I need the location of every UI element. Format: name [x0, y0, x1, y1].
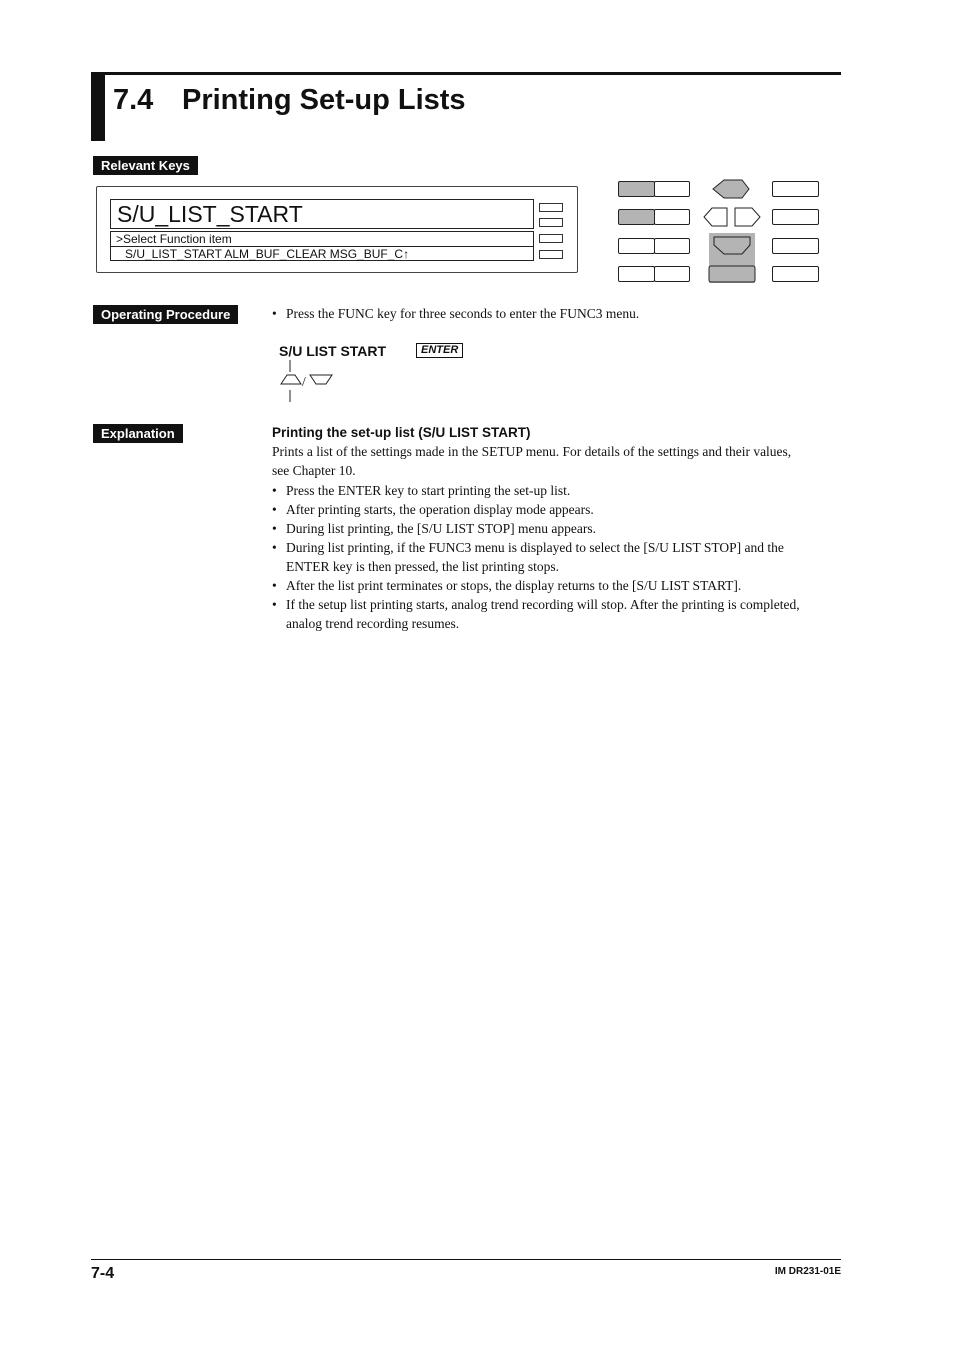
section-number: 7.4 [113, 84, 154, 116]
more-up-arrow-icon: ↑ [403, 247, 410, 261]
func-key[interactable] [618, 181, 655, 197]
keypad-key-r1[interactable] [772, 181, 819, 197]
relevant-keys-tag: Relevant Keys [93, 156, 198, 175]
list-item-text: During list printing, if the FUNC3 menu is displayed to select the [S/U LIST STOP] and the [286, 540, 784, 555]
list-item: • Press the ENTER key to start printing the set-up list. [272, 481, 847, 500]
title-rule [91, 72, 841, 75]
list-item: • If the setup list printing starts, analog trend recording will stop. After the printing is completed, analog trend recording resumes. [272, 595, 847, 633]
procedure-bullet: • Press the FUNC key for three seconds to enter the FUNC3 menu. [272, 306, 640, 321]
keypad-key-4b[interactable] [654, 266, 690, 282]
list-item-text-cont: analog trend recording resumes. [286, 616, 460, 631]
up-arrow-key-icon[interactable] [713, 180, 749, 198]
keypad-key-3a[interactable] [618, 238, 655, 254]
section-title: Printing Set-up Lists [182, 84, 466, 116]
arrow-slash: / [302, 374, 306, 389]
procedure-bullet-text: Press the FUNC key for three seconds to enter the FUNC3 menu. [286, 306, 640, 321]
list-item-text: Press the ENTER key to start printing the set-up list. [286, 483, 571, 498]
page-number: 7-4 [91, 1265, 115, 1282]
operating-procedure-tag: Operating Procedure [93, 305, 238, 324]
display-sub-line-1: >Select Function item [111, 232, 533, 247]
footer-rule [91, 1259, 841, 1260]
enter-key-button[interactable] [709, 266, 755, 282]
list-item-text-cont: ENTER key is then pressed, the list printing stops. [286, 559, 559, 574]
keypad-key-3b[interactable] [654, 238, 690, 254]
list-item-text: If the setup list printing starts, analog trend recording will stop. After the printing is completed, [286, 597, 800, 612]
list-item-text: After the list print terminates or stops, the display returns to the [S/U LIST START]. [286, 578, 742, 593]
list-item: • After printing starts, the operation display mode appears. [272, 500, 847, 519]
explanation-tag: Explanation [93, 424, 183, 443]
keypad-key-r2[interactable] [772, 209, 819, 225]
menu-label: S/U LIST START [279, 343, 387, 359]
list-item: • After the list print terminates or stops, the display returns to the [S/U LIST START]. [272, 576, 847, 595]
display-main-line: S/U_LIST_START [110, 199, 534, 229]
list-item: • During list printing, if the FUNC3 menu is displayed to select the [S/U LIST STOP] and the ENTER key is then pressed, the list printing stops. [272, 538, 847, 576]
keypad-key-1b[interactable] [654, 181, 690, 197]
document-id: IM DR231-01E [774, 1266, 841, 1277]
explanation-heading: Printing the set-up list (S/U LIST START) [272, 425, 531, 440]
right-arrow-key-icon[interactable] [735, 208, 760, 226]
list-item: • During list printing, the [S/U LIST STOP] menu appears. [272, 519, 847, 538]
up-arrow-icon [281, 375, 301, 384]
soft-key-3[interactable] [539, 234, 563, 243]
display-sub-line-2 [111, 247, 533, 261]
keypad-key-4a[interactable] [618, 266, 655, 282]
keypad-key-r4[interactable] [772, 266, 819, 282]
enter-key-label: ENTER [416, 343, 463, 358]
soft-key-4[interactable] [539, 250, 563, 259]
flow-diagram [279, 358, 335, 404]
arrow-keys [700, 176, 766, 286]
display-sub-line-2-text: S/U_LIST_START ALM_BUF_CLEAR MSG_BUF_C [125, 247, 404, 261]
title-bar [91, 72, 105, 141]
list-item-text: During list printing, the [S/U LIST STOP] menu appears. [286, 521, 596, 536]
explanation-intro [272, 442, 847, 480]
explanation-bullet-list [272, 481, 847, 633]
soft-key-2[interactable] [539, 218, 563, 227]
explanation-intro-line-1: Prints a list of the settings made in the SETUP menu. For details of the settings and their values, [272, 444, 792, 459]
explanation-intro-line-2: see Chapter 10. [272, 463, 356, 478]
keypad-key-r3[interactable] [772, 238, 819, 254]
soft-key-1[interactable] [539, 203, 563, 212]
down-arrow-icon [310, 375, 332, 384]
keypad-key-2a[interactable] [618, 209, 655, 225]
list-item-text: After printing starts, the operation display mode appears. [286, 502, 594, 517]
display-sub-lines [110, 231, 534, 261]
left-arrow-key-icon[interactable] [704, 208, 727, 226]
keypad-key-2b[interactable] [654, 209, 690, 225]
